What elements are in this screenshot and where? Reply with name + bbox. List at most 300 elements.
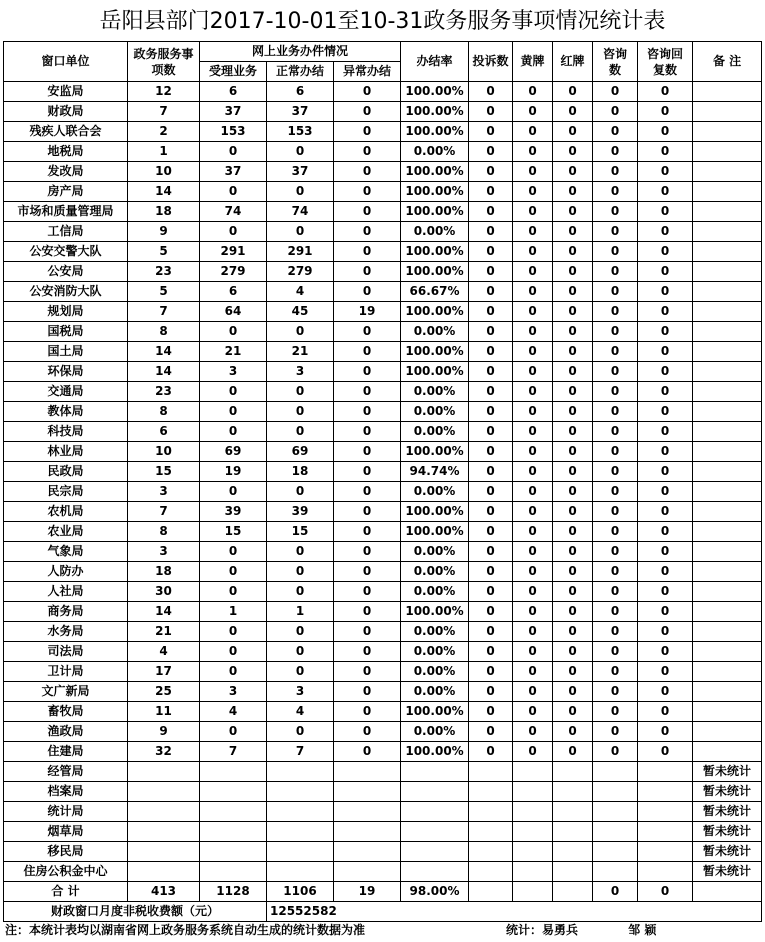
cell-consult: 0 (593, 222, 638, 242)
cell-rate: 100.00% (401, 442, 469, 462)
fee-label: 财政窗口月度非税收费额（元） (4, 902, 267, 922)
cell-unit: 教体局 (4, 402, 128, 422)
cell-unit: 安监局 (4, 82, 128, 102)
cell-complaints: 0 (469, 702, 513, 722)
header-reply: 咨询回复数 (638, 42, 693, 82)
cell-normal (267, 862, 334, 882)
cell-yellow: 0 (513, 742, 553, 762)
table-row (4, 242, 762, 262)
table-row (4, 782, 762, 802)
cell-normal: 0 (267, 422, 334, 442)
table-row (4, 502, 762, 522)
table-row (4, 542, 762, 562)
cell-abnormal: 0 (334, 642, 401, 662)
cell-consult: 0 (593, 482, 638, 502)
cell-reply: 0 (638, 122, 693, 142)
cell-consult: 0 (593, 722, 638, 742)
cell-complaints (469, 842, 513, 862)
cell-yellow: 0 (513, 362, 553, 382)
cell-yellow (513, 842, 553, 862)
cell-red (553, 842, 593, 862)
cell-normal: 0 (267, 142, 334, 162)
cell-reply: 0 (638, 142, 693, 162)
cell-reply: 0 (638, 402, 693, 422)
cell-unit: 司法局 (4, 642, 128, 662)
cell-consult: 0 (593, 382, 638, 402)
cell-consult: 0 (593, 502, 638, 522)
cell-complaints: 0 (469, 282, 513, 302)
cell-rate: 0.00% (401, 322, 469, 342)
cell-complaints (469, 802, 513, 822)
cell-remarks (693, 342, 762, 362)
cell-rate: 0.00% (401, 622, 469, 642)
cell-accepted: 7 (200, 742, 267, 762)
cell-complaints: 0 (469, 122, 513, 142)
cell-rate: 100.00% (401, 702, 469, 722)
cell-items: 1 (128, 142, 200, 162)
cell-abnormal (334, 822, 401, 842)
cell-yellow: 0 (513, 642, 553, 662)
cell-reply: 0 (638, 222, 693, 242)
cell-accepted: 1128 (200, 882, 267, 902)
cell-normal: 0 (267, 322, 334, 342)
cell-consult: 0 (593, 742, 638, 762)
cell-reply: 0 (638, 202, 693, 222)
cell-items: 23 (128, 262, 200, 282)
cell-items: 7 (128, 102, 200, 122)
cell-remarks (693, 462, 762, 482)
header-normal: 正常办结 (267, 62, 334, 82)
cell-abnormal: 0 (334, 462, 401, 482)
cell-complaints: 0 (469, 682, 513, 702)
cell-red: 0 (553, 522, 593, 542)
cell-yellow: 0 (513, 662, 553, 682)
cell-complaints: 0 (469, 322, 513, 342)
cell-items: 18 (128, 202, 200, 222)
table-row (4, 142, 762, 162)
cell-complaints (469, 782, 513, 802)
cell-yellow: 0 (513, 382, 553, 402)
cell-normal: 291 (267, 242, 334, 262)
cell-normal: 0 (267, 402, 334, 422)
cell-consult: 0 (593, 342, 638, 362)
cell-reply: 0 (638, 702, 693, 722)
cell-items: 14 (128, 362, 200, 382)
cell-remarks (693, 662, 762, 682)
cell-unit: 国土局 (4, 342, 128, 362)
cell-rate: 0.00% (401, 722, 469, 742)
cell-normal: 153 (267, 122, 334, 142)
table-row (4, 462, 762, 482)
cell-yellow: 0 (513, 542, 553, 562)
cell-unit: 民宗局 (4, 482, 128, 502)
cell-reply (638, 782, 693, 802)
cell-yellow: 0 (513, 422, 553, 442)
cell-rate: 0.00% (401, 222, 469, 242)
cell-red: 0 (553, 82, 593, 102)
cell-reply (638, 802, 693, 822)
cell-accepted: 6 (200, 282, 267, 302)
cell-consult: 0 (593, 642, 638, 662)
cell-accepted: 19 (200, 462, 267, 482)
cell-abnormal: 0 (334, 222, 401, 242)
cell-remarks: 暂未统计 (693, 782, 762, 802)
cell-reply: 0 (638, 462, 693, 482)
cell-reply: 0 (638, 742, 693, 762)
cell-reply: 0 (638, 182, 693, 202)
cell-unit: 住建局 (4, 742, 128, 762)
table-row (4, 762, 762, 782)
cell-accepted: 37 (200, 102, 267, 122)
cell-rate: 100.00% (401, 742, 469, 762)
cell-abnormal: 0 (334, 162, 401, 182)
cell-items: 7 (128, 502, 200, 522)
cell-unit: 交通局 (4, 382, 128, 402)
cell-rate: 100.00% (401, 102, 469, 122)
cell-abnormal: 0 (334, 182, 401, 202)
cell-complaints: 0 (469, 522, 513, 542)
cell-consult: 0 (593, 662, 638, 682)
cell-consult (593, 822, 638, 842)
cell-unit: 住房公积金中心 (4, 862, 128, 882)
cell-consult: 0 (593, 462, 638, 482)
cell-abnormal: 0 (334, 562, 401, 582)
cell-unit: 烟草局 (4, 822, 128, 842)
cell-consult (593, 762, 638, 782)
cell-consult: 0 (593, 322, 638, 342)
cell-consult (593, 862, 638, 882)
cell-reply: 0 (638, 322, 693, 342)
cell-items: 14 (128, 342, 200, 362)
cell-complaints: 0 (469, 302, 513, 322)
table-row (4, 182, 762, 202)
cell-yellow: 0 (513, 282, 553, 302)
cell-complaints: 0 (469, 562, 513, 582)
cell-complaints: 0 (469, 402, 513, 422)
cell-red: 0 (553, 602, 593, 622)
cell-remarks (693, 382, 762, 402)
cell-normal: 6 (267, 82, 334, 102)
cell-consult (593, 782, 638, 802)
cell-accepted: 0 (200, 542, 267, 562)
cell-red: 0 (553, 482, 593, 502)
cell-reply: 0 (638, 262, 693, 282)
cell-normal: 0 (267, 642, 334, 662)
cell-rate (401, 862, 469, 882)
cell-complaints: 0 (469, 742, 513, 762)
cell-abnormal: 0 (334, 602, 401, 622)
cell-unit: 人防办 (4, 562, 128, 582)
cell-unit: 渔政局 (4, 722, 128, 742)
table-row (4, 702, 762, 722)
cell-complaints: 0 (469, 102, 513, 122)
cell-remarks (693, 722, 762, 742)
cell-items: 14 (128, 602, 200, 622)
cell-unit: 商务局 (4, 602, 128, 622)
cell-red: 0 (553, 742, 593, 762)
cell-unit: 农机局 (4, 502, 128, 522)
cell-reply: 0 (638, 242, 693, 262)
cell-reply (638, 842, 693, 862)
cell-red (553, 762, 593, 782)
cell-unit: 经管局 (4, 762, 128, 782)
cell-yellow: 0 (513, 102, 553, 122)
cell-rate (401, 842, 469, 862)
cell-abnormal: 0 (334, 682, 401, 702)
cell-red: 0 (553, 382, 593, 402)
cell-remarks (693, 882, 762, 902)
cell-abnormal (334, 782, 401, 802)
cell-unit: 财政局 (4, 102, 128, 122)
cell-complaints (469, 862, 513, 882)
cell-remarks (693, 202, 762, 222)
cell-red: 0 (553, 502, 593, 522)
cell-unit: 卫计局 (4, 662, 128, 682)
cell-remarks (693, 162, 762, 182)
cell-remarks (693, 702, 762, 722)
cell-consult: 0 (593, 522, 638, 542)
cell-unit: 公安交警大队 (4, 242, 128, 262)
cell-accepted: 4 (200, 702, 267, 722)
cell-abnormal: 0 (334, 382, 401, 402)
cell-accepted: 39 (200, 502, 267, 522)
cell-normal (267, 782, 334, 802)
table-row (4, 102, 762, 122)
table-row (4, 562, 762, 582)
cell-reply: 0 (638, 882, 693, 902)
cell-remarks (693, 522, 762, 542)
cell-reply: 0 (638, 342, 693, 362)
cell-items: 2 (128, 122, 200, 142)
cell-remarks (693, 742, 762, 762)
cell-items (128, 762, 200, 782)
cell-abnormal: 0 (334, 342, 401, 362)
cell-accepted: 37 (200, 162, 267, 182)
cell-reply (638, 762, 693, 782)
cell-rate: 100.00% (401, 522, 469, 542)
cell-complaints (469, 762, 513, 782)
cell-abnormal (334, 762, 401, 782)
cell-complaints: 0 (469, 462, 513, 482)
cell-items: 25 (128, 682, 200, 702)
table-row (4, 422, 762, 442)
cell-accepted: 3 (200, 682, 267, 702)
table-row (4, 262, 762, 282)
cell-accepted: 0 (200, 582, 267, 602)
cell-items: 6 (128, 422, 200, 442)
table-row (4, 302, 762, 322)
cell-items: 14 (128, 182, 200, 202)
cell-red (553, 882, 593, 902)
cell-normal (267, 762, 334, 782)
table-row (4, 382, 762, 402)
cell-red: 0 (553, 702, 593, 722)
cell-normal: 7 (267, 742, 334, 762)
cell-unit: 发改局 (4, 162, 128, 182)
cell-rate: 0.00% (401, 562, 469, 582)
cell-accepted: 6 (200, 82, 267, 102)
cell-yellow: 0 (513, 402, 553, 422)
cell-normal (267, 822, 334, 842)
cell-abnormal: 0 (334, 202, 401, 222)
cell-unit: 统计局 (4, 802, 128, 822)
cell-reply: 0 (638, 162, 693, 182)
cell-red: 0 (553, 422, 593, 442)
cell-accepted (200, 862, 267, 882)
cell-items: 5 (128, 282, 200, 302)
cell-consult: 0 (593, 262, 638, 282)
cell-red: 0 (553, 362, 593, 382)
cell-abnormal: 0 (334, 82, 401, 102)
cell-items (128, 782, 200, 802)
table-row (4, 862, 762, 882)
cell-reply: 0 (638, 362, 693, 382)
cell-reply (638, 862, 693, 882)
cell-yellow: 0 (513, 262, 553, 282)
cell-consult: 0 (593, 422, 638, 442)
header-yellow: 黄牌 (513, 42, 553, 82)
header-red: 红牌 (553, 42, 593, 82)
cell-normal: 1 (267, 602, 334, 622)
cell-consult: 0 (593, 542, 638, 562)
cell-rate: 98.00% (401, 882, 469, 902)
cell-unit: 畜牧局 (4, 702, 128, 722)
table-row (4, 662, 762, 682)
cell-reply: 0 (638, 302, 693, 322)
table-row (4, 82, 762, 102)
cell-red: 0 (553, 662, 593, 682)
cell-reply: 0 (638, 282, 693, 302)
cell-abnormal: 0 (334, 662, 401, 682)
cell-abnormal: 0 (334, 502, 401, 522)
cell-remarks (693, 322, 762, 342)
cell-items: 3 (128, 482, 200, 502)
cell-rate: 0.00% (401, 542, 469, 562)
cell-remarks (693, 482, 762, 502)
cell-items (128, 802, 200, 822)
cell-normal: 0 (267, 562, 334, 582)
cell-consult: 0 (593, 882, 638, 902)
stat-label: 统计：易勇兵 (506, 923, 579, 937)
footer-stats (506, 920, 662, 940)
fee-row (4, 902, 762, 922)
cell-red (553, 802, 593, 822)
cell-items: 413 (128, 882, 200, 902)
cell-yellow: 0 (513, 502, 553, 522)
cell-unit: 文广新局 (4, 682, 128, 702)
cell-reply: 0 (638, 582, 693, 602)
cell-consult: 0 (593, 82, 638, 102)
cell-items: 10 (128, 162, 200, 182)
cell-complaints: 0 (469, 82, 513, 102)
cell-remarks: 暂未统计 (693, 802, 762, 822)
cell-red: 0 (553, 442, 593, 462)
cell-unit: 合 计 (4, 882, 128, 902)
cell-abnormal (334, 802, 401, 822)
cell-normal: 0 (267, 542, 334, 562)
stats-table (3, 41, 762, 922)
cell-complaints: 0 (469, 442, 513, 462)
cell-remarks (693, 582, 762, 602)
cell-red: 0 (553, 682, 593, 702)
cell-items: 9 (128, 722, 200, 742)
table-row (4, 282, 762, 302)
cell-normal: 21 (267, 342, 334, 362)
cell-unit: 档案局 (4, 782, 128, 802)
cell-remarks (693, 142, 762, 162)
cell-yellow: 0 (513, 242, 553, 262)
cell-red: 0 (553, 102, 593, 122)
cell-accepted: 3 (200, 362, 267, 382)
cell-remarks (693, 622, 762, 642)
cell-reply: 0 (638, 722, 693, 742)
cell-yellow: 0 (513, 602, 553, 622)
cell-red: 0 (553, 242, 593, 262)
cell-normal: 0 (267, 582, 334, 602)
cell-complaints: 0 (469, 222, 513, 242)
cell-unit: 市场和质量管理局 (4, 202, 128, 222)
cell-yellow: 0 (513, 182, 553, 202)
cell-items: 17 (128, 662, 200, 682)
cell-rate (401, 822, 469, 842)
cell-items: 12 (128, 82, 200, 102)
cell-yellow (513, 822, 553, 842)
cell-abnormal: 0 (334, 722, 401, 742)
cell-complaints (469, 822, 513, 842)
cell-reply: 0 (638, 102, 693, 122)
cell-red: 0 (553, 642, 593, 662)
cell-remarks (693, 222, 762, 242)
cell-abnormal: 0 (334, 422, 401, 442)
cell-consult: 0 (593, 102, 638, 122)
cell-reply: 0 (638, 482, 693, 502)
cell-rate: 0.00% (401, 642, 469, 662)
cell-yellow: 0 (513, 122, 553, 142)
cell-rate: 100.00% (401, 82, 469, 102)
table-row (4, 342, 762, 362)
cell-red: 0 (553, 462, 593, 482)
cell-yellow: 0 (513, 462, 553, 482)
cell-rate: 100.00% (401, 182, 469, 202)
cell-unit: 工信局 (4, 222, 128, 242)
cell-normal: 0 (267, 622, 334, 642)
cell-unit: 规划局 (4, 302, 128, 322)
cell-normal (267, 842, 334, 862)
cell-items: 8 (128, 522, 200, 542)
cell-red: 0 (553, 722, 593, 742)
cell-accepted: 21 (200, 342, 267, 362)
cell-red: 0 (553, 402, 593, 422)
cell-abnormal: 0 (334, 262, 401, 282)
cell-rate: 66.67% (401, 282, 469, 302)
cell-red: 0 (553, 122, 593, 142)
cell-accepted (200, 802, 267, 822)
cell-reply: 0 (638, 602, 693, 622)
cell-items: 32 (128, 742, 200, 762)
cell-normal: 3 (267, 362, 334, 382)
cell-items: 30 (128, 582, 200, 602)
cell-items: 3 (128, 542, 200, 562)
cell-complaints: 0 (469, 382, 513, 402)
table-row (4, 742, 762, 762)
table-row (4, 222, 762, 242)
cell-reply: 0 (638, 422, 693, 442)
cell-accepted: 74 (200, 202, 267, 222)
cell-accepted: 0 (200, 402, 267, 422)
cell-red (553, 782, 593, 802)
cell-abnormal: 0 (334, 322, 401, 342)
cell-consult: 0 (593, 282, 638, 302)
